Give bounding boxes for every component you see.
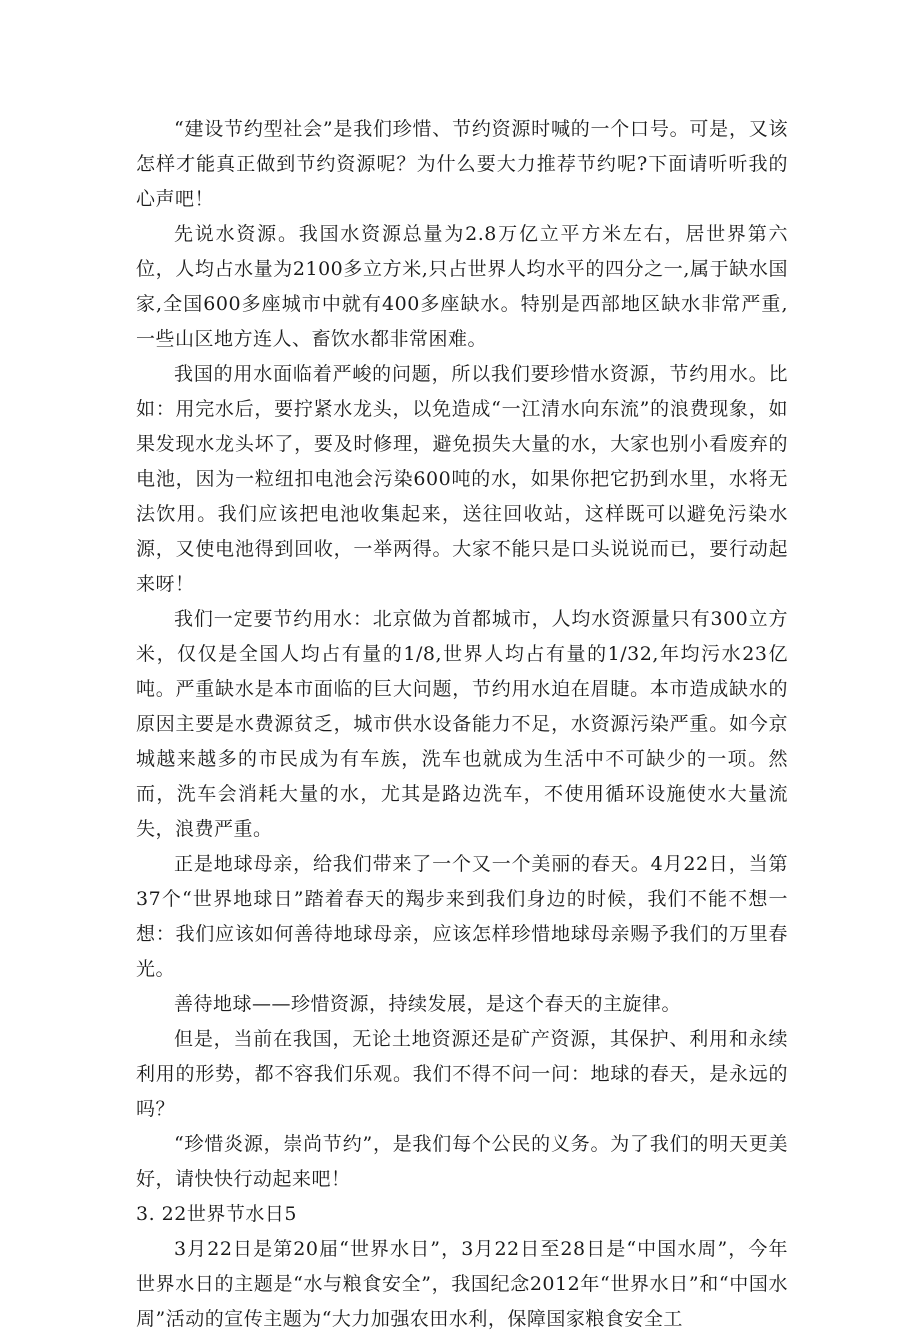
paragraph-resource-situation: 但是，当前在我国，无论土地资源还是矿产资源，其保护、利用和永续利用的形势，都不容我们乐观。我们不得不问一问：地球的春天，是永远的吗？ [136,1028,788,1120]
section-heading: 3. 22世界节水日5 [136,1203,297,1225]
paragraph-spring-theme: 善待地球——珍惜资源，持续发展，是这个春天的主旋律。 [174,993,682,1015]
paragraph-earth-day: 正是地球母亲，给我们带来了一个又一个美丽的春天。4月22日，当第37个“世界地球日”踏着春天的羯步来到我们身边的时候，我们不能不想一想：我们应该如何善待地球母亲，应该怎样珍惜地球母亲赐予我们的万里春光。 [136,853,788,980]
paragraph-intro: “建设节约型社会”是我们珍惜、节约资源时喊的一个口号。可是，又该怎样才能真正做到节约资源呢？为什么要大力推荐节约呢?下面请听听我的心声吧！ [136,118,788,210]
document-body [136,112,788,1337]
paragraph-call-to-action: “珍惜炎源，崇尚节约”，是我们每个公民的义务。为了我们的明天更美好，请快快行动起来吧！ [136,1133,788,1190]
paragraph-water-resources: 先说水资源。我国水资源总量为2.8万亿立平方米左右，居世界第六位，人均占水量为2100多立方米,只占世界人均水平的四分之一,属于缺水国家,全国600多座城市中就有400多座缺水。特别是西部地区缺水非常严重,一些山区地方连人、畜饮水都非常困难。 [136,223,788,350]
paragraph-water-problems: 我国的用水面临着严峻的问题，所以我们要珍惜水资源，节约用水。比如：用完水后，要拧紧水龙头，以免造成“一江清水向东流”的浪费现象，如果发现水龙头坏了，要及时修理，避免损失大量的水，大家也别小看废弃的电池，因为一粒纽扣电池会污染600吨的水，如果你把它扔到水里，水将无法饮用。我们应该把电池收集起来，送往回收站，这样既可以避免污染水源，又使电池得到回收，一举两得。大家不能只是口头说说而已，要行动起来呀！ [136,363,788,595]
paragraph-world-water-day: 3月22日是第20届“世界水日”，3月22日至28日是“中国水周”，今年世界水日的主题是“水与粮食安全”，我国纪念2012年“世界水日”和“中国水周”活动的宣传主题为“大力加强农田水利，保障国家粮食安全工 [136,1238,788,1330]
paragraph-beijing-water: 我们一定要节约用水：北京做为首都城市，人均水资源量只有300立方米，仅仅是全国人均占有量的1/8,世界人均占有量的1/32,年均污水23亿吨。严重缺水是本市面临的巨大问题，节约用水迫在眉睫。本市造成缺水的原因主要是水费源贫乏，城市供水设备能力不足，水资源污染严重。如今京城越来越多的市民成为有车族，洗车也就成为生活中不可缺少的一项。然而，洗车会消耗大量的水，尤其是路边洗车，不使用循环设施使水大量流失，浪费严重。 [136,608,788,840]
